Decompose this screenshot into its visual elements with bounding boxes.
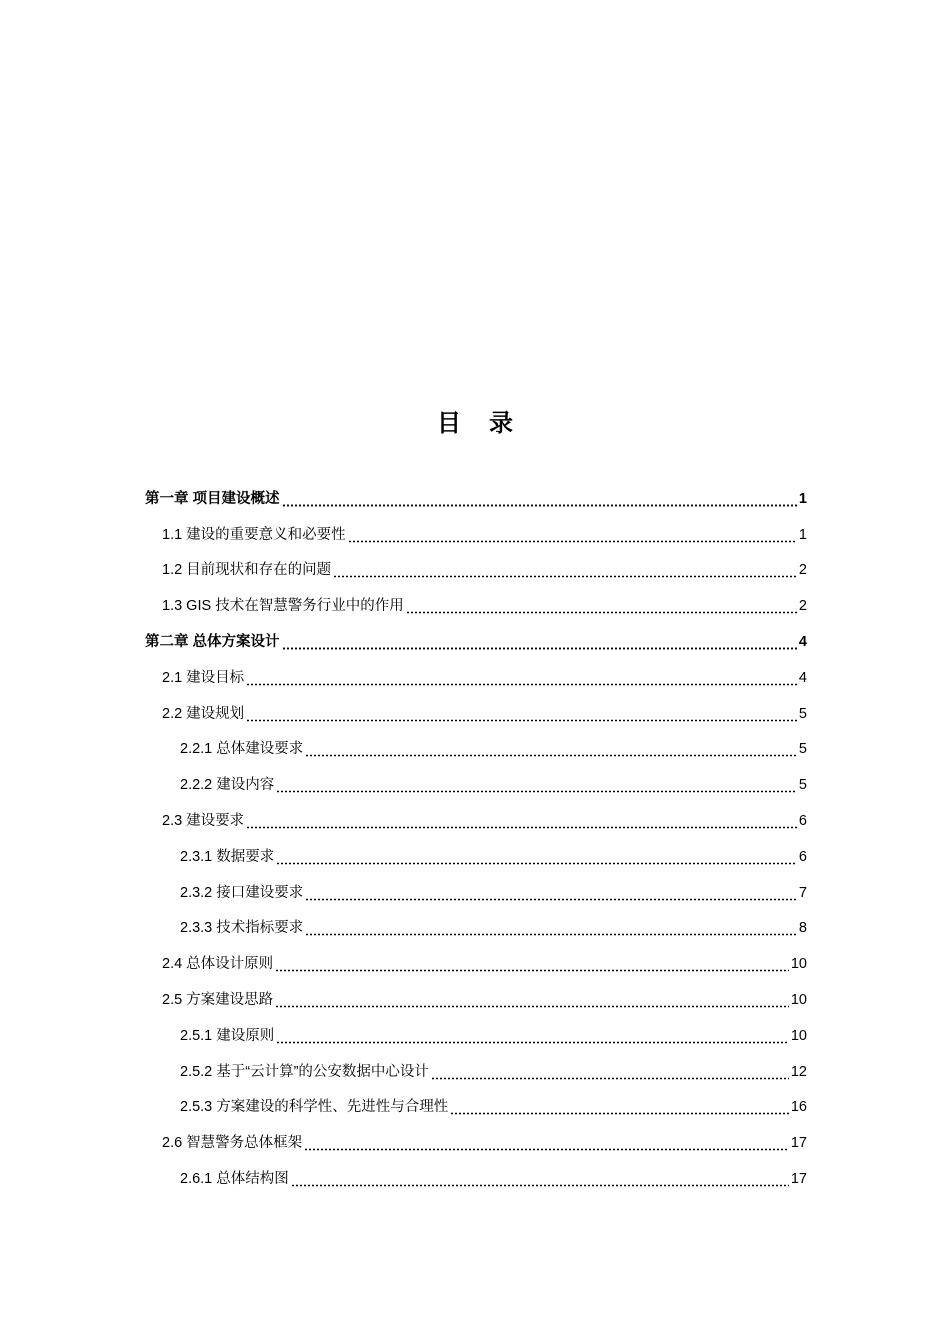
toc-entry[interactable] xyxy=(145,660,807,696)
toc-entry[interactable] xyxy=(145,1090,807,1126)
toc-entry-page-number: 5 xyxy=(798,777,807,794)
toc-entry[interactable] xyxy=(145,517,807,553)
toc-dot-leader xyxy=(282,489,797,509)
table-of-contents xyxy=(145,481,807,1197)
toc-entry-label: 1.1 建设的重要意义和必要性 xyxy=(162,526,346,543)
toc-entry-page-number: 8 xyxy=(798,920,807,937)
toc-entry-label: 2.5.2 基于“云计算”的公安数据中心设计 xyxy=(180,1063,429,1080)
toc-entry[interactable] xyxy=(145,1018,807,1054)
toc-entry-label: 2.2 建设规划 xyxy=(162,705,245,722)
toc-entry-label: 2.1 建设目标 xyxy=(162,669,245,686)
toc-dot-leader xyxy=(276,1026,789,1046)
toc-dot-leader xyxy=(348,525,797,545)
toc-entry-page-number: 7 xyxy=(798,884,807,901)
toc-entry-page-number: 5 xyxy=(798,741,807,758)
toc-entry[interactable] xyxy=(145,1054,807,1090)
toc-entry[interactable] xyxy=(145,1125,807,1161)
toc-entry-page-number: 16 xyxy=(790,1099,807,1116)
toc-entry[interactable] xyxy=(145,624,807,660)
toc-entry-label: 2.5.1 建设原则 xyxy=(180,1027,275,1044)
toc-entry-label: 2.6 智慧警务总体框架 xyxy=(162,1135,303,1152)
toc-entry-label: 2.6.1 总体结构图 xyxy=(180,1171,289,1188)
toc-entry-page-number: 1 xyxy=(798,526,807,543)
toc-dot-leader xyxy=(246,704,797,724)
toc-entry-page-number: 2 xyxy=(798,598,807,615)
toc-entry[interactable] xyxy=(145,732,807,768)
toc-entry-label: 2.5 方案建设思路 xyxy=(162,992,274,1009)
toc-dot-leader xyxy=(305,883,797,903)
toc-entry[interactable] xyxy=(145,553,807,589)
toc-entry[interactable] xyxy=(145,1161,807,1197)
toc-entry-label: 2.5.3 方案建设的科学性、先进性与合理性 xyxy=(180,1099,449,1116)
toc-entry-page-number: 2 xyxy=(798,562,807,579)
toc-entry-page-number: 6 xyxy=(798,848,807,865)
toc-entry-label: 1.3 GIS 技术在智慧警务行业中的作用 xyxy=(162,598,404,615)
toc-entry-page-number: 4 xyxy=(798,669,807,686)
toc-title xyxy=(0,408,950,440)
toc-dot-leader xyxy=(333,560,797,580)
toc-entry-page-number: 10 xyxy=(790,956,807,973)
toc-entry-label: 2.2.1 总体建设要求 xyxy=(180,741,304,758)
toc-entry[interactable] xyxy=(145,696,807,732)
toc-entry[interactable] xyxy=(145,875,807,911)
toc-dot-leader xyxy=(431,1062,789,1082)
toc-entry-page-number: 17 xyxy=(790,1135,807,1152)
toc-dot-leader xyxy=(275,990,789,1010)
toc-entry[interactable] xyxy=(145,982,807,1018)
toc-entry[interactable] xyxy=(145,481,807,517)
toc-entry-page-number: 17 xyxy=(790,1171,807,1188)
toc-entry[interactable] xyxy=(145,911,807,947)
toc-dot-leader xyxy=(304,1133,789,1153)
toc-dot-leader xyxy=(276,847,797,867)
toc-dot-leader xyxy=(275,954,789,974)
toc-entry-label: 2.3.3 技术指标要求 xyxy=(180,920,304,937)
toc-entry-page-number: 6 xyxy=(798,813,807,830)
toc-entry-page-number: 5 xyxy=(798,705,807,722)
toc-entry-label: 第一章 项目建设概述 xyxy=(145,490,280,507)
toc-title-char-1: 目 xyxy=(437,410,461,437)
toc-entry[interactable] xyxy=(145,588,807,624)
toc-entry-label: 1.2 目前现状和存在的问题 xyxy=(162,562,332,579)
toc-entry-label: 第二章 总体方案设计 xyxy=(145,634,280,651)
toc-entry-page-number: 1 xyxy=(798,490,807,507)
toc-dot-leader xyxy=(246,811,797,831)
toc-dot-leader xyxy=(450,1097,789,1117)
toc-entry[interactable] xyxy=(145,803,807,839)
toc-dot-leader xyxy=(305,739,797,759)
toc-entry[interactable] xyxy=(145,839,807,875)
toc-entry-label: 2.2.2 建设内容 xyxy=(180,777,275,794)
toc-dot-leader xyxy=(282,632,797,652)
toc-dot-leader xyxy=(246,668,797,688)
toc-title-char-2: 录 xyxy=(489,410,513,437)
toc-dot-leader xyxy=(305,918,797,938)
toc-entry-label: 2.3 建设要求 xyxy=(162,813,245,830)
toc-dot-leader xyxy=(276,775,797,795)
toc-dot-leader xyxy=(291,1169,789,1189)
toc-entry-page-number: 12 xyxy=(790,1063,807,1080)
toc-entry[interactable] xyxy=(145,767,807,803)
toc-entry-label: 2.3.2 接口建设要求 xyxy=(180,884,304,901)
toc-entry-page-number: 10 xyxy=(790,1027,807,1044)
toc-dot-leader xyxy=(406,596,797,616)
toc-entry-page-number: 4 xyxy=(798,634,807,651)
toc-entry-label: 2.4 总体设计原则 xyxy=(162,956,274,973)
toc-entry-page-number: 10 xyxy=(790,992,807,1009)
toc-entry-label: 2.3.1 数据要求 xyxy=(180,848,275,865)
toc-entry[interactable] xyxy=(145,946,807,982)
